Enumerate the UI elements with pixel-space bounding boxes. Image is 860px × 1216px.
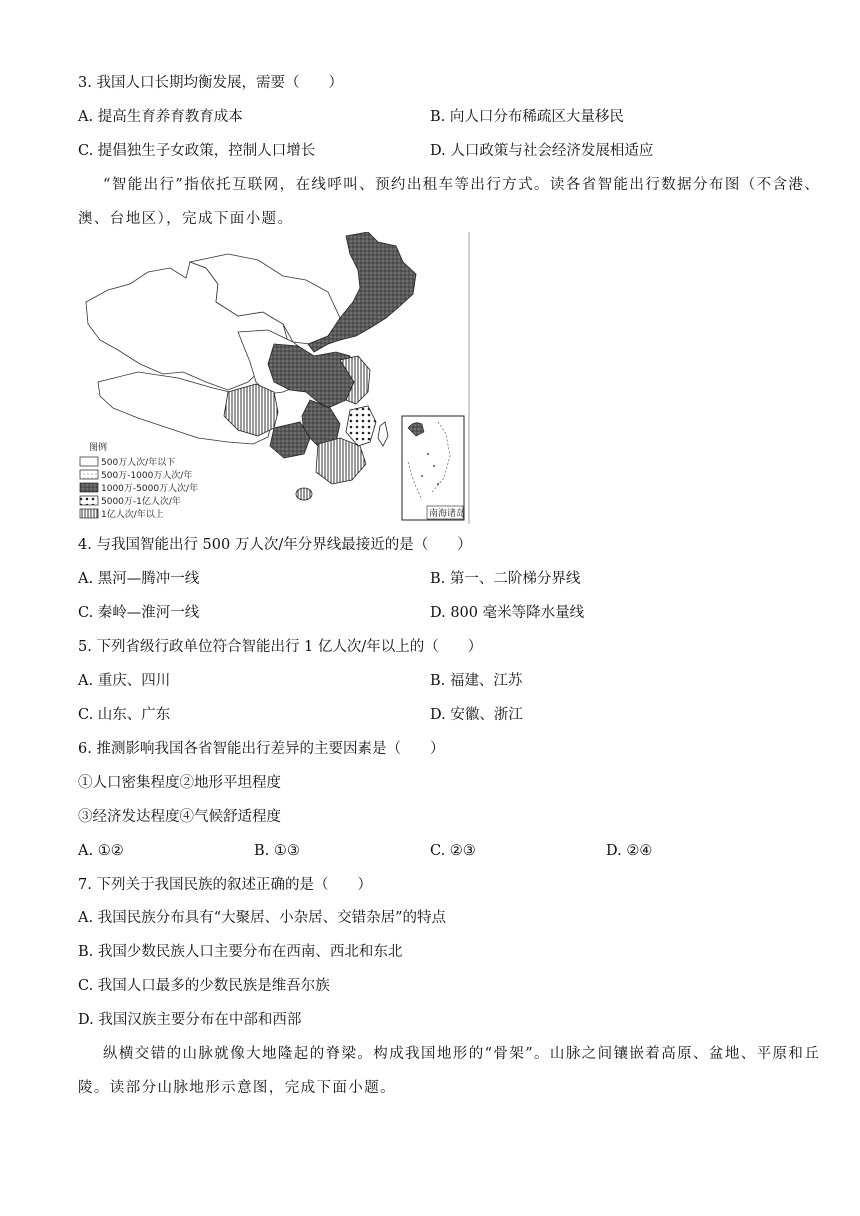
q5-stem: 5. 下列省级行政单位符合智能出行 1 亿人次/年以上的（ ） [78, 639, 483, 655]
q4-option-b: B. 第一、二阶梯分界线 [430, 571, 581, 587]
q7-option-a: A. 我国民族分布具有“大聚居、小杂居、交错杂居”的特点 [78, 910, 447, 926]
fujian-region [346, 406, 376, 446]
q7-option-b: B. 我国少数民族人口主要分布在西南、西北和东北 [78, 944, 403, 960]
legend-item-4: 5000万-1亿人次/年 [101, 497, 181, 507]
legend-item-3: 1000万-5000万人次/年 [101, 484, 199, 494]
q6-option-b: B. ①③ [254, 843, 300, 859]
taiwan-island [378, 422, 388, 446]
map-legend [80, 441, 198, 520]
smart-travel-map [78, 232, 472, 524]
intro2-line2: 陵。读部分山脉地形示意图，完成下面小题。 [78, 1080, 396, 1096]
q4-option-d: D. 800 毫米等降水量线 [430, 605, 585, 621]
q4-stem: 4. 与我国智能出行 500 万人次/年分界线最接近的是（ ） [78, 537, 472, 553]
inset-label: 南海诸岛 [429, 509, 466, 519]
q7-option-d: D. 我国汉族主要分布在中部和西部 [78, 1012, 302, 1028]
q6-stem: 6. 推测影响我国各省智能出行差异的主要因素是（ ） [78, 741, 445, 757]
intro1-line2: 澳、台地区），完成下面小题。 [78, 211, 294, 227]
intro1-line1: “智能出行”指依托互联网，在线呼叫、预约出租车等出行方式。读各省智能出行数据分布图（不含港、 [103, 177, 821, 193]
q3-option-c: C. 提倡独生子女政策，控制人口增长 [78, 143, 316, 159]
q6-item-1: ①人口密集程度②地形平坦程度 [78, 775, 281, 791]
q4-option-c: C. 秦岭—淮河一线 [78, 605, 200, 621]
hainan-island [296, 488, 312, 500]
q5-option-c: C. 山东、广东 [78, 707, 171, 723]
q6-option-c: C. ②③ [430, 843, 476, 859]
q6-option-a: A. ①② [78, 843, 124, 859]
q3-option-d: D. 人口政策与社会经济发展相适应 [430, 143, 654, 159]
q3-option-b: B. 向人口分布稀疏区大量移民 [430, 109, 624, 125]
q7-stem: 7. 下列关于我国民族的叙述正确的是（ ） [78, 877, 372, 893]
legend-item-1: 500万人次/年以下 [101, 458, 176, 468]
q7-option-c: C. 我国人口最多的少数民族是维吾尔族 [78, 978, 330, 994]
q5-option-d: D. 安徽、浙江 [430, 707, 523, 723]
q5-option-b: B. 福建、江苏 [430, 673, 523, 689]
q3-stem: 3. 我国人口长期均衡发展，需要（ ） [78, 75, 343, 91]
south-china-sea-inset [402, 416, 465, 520]
legend-item-2: 500万-1000万人次/年 [101, 471, 193, 481]
dark-region [268, 232, 416, 446]
intro2-line1: 纵横交错的山脉就像大地隆起的脊梁。构成我国地形的“骨架”。山脉之间镶嵌着高原、盆地、平原和丘 [103, 1046, 821, 1062]
q6-option-d: D. ②④ [606, 843, 653, 859]
q6-item-2: ③经济发达程度④气候舒适程度 [78, 809, 281, 825]
legend-title: 图例 [89, 443, 108, 453]
q5-option-a: A. 重庆、四川 [78, 673, 171, 689]
legend-item-5: 1亿人次/年以上 [101, 510, 164, 520]
q4-option-a: A. 黑河—腾冲一线 [78, 571, 200, 587]
q3-option-a: A. 提高生育养育教育成本 [78, 109, 243, 125]
